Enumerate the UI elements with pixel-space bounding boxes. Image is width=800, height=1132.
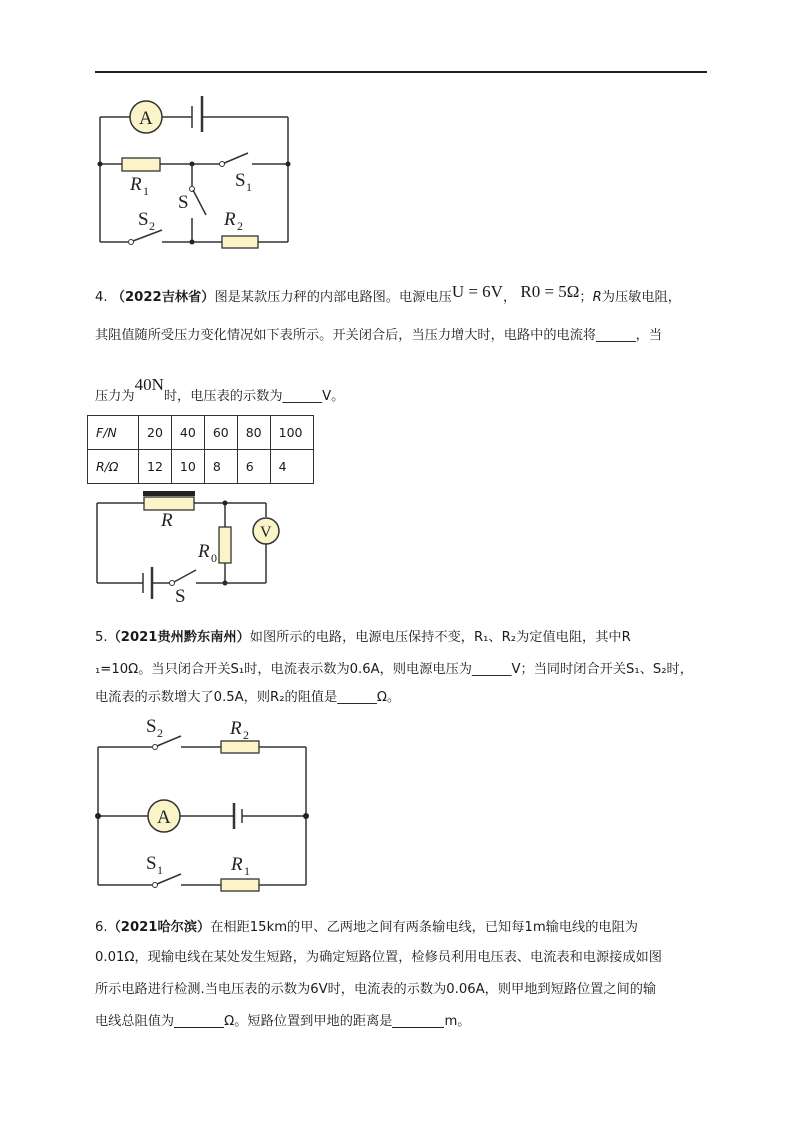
answer-blank-2	[392, 1013, 444, 1028]
question-4-line3: 压力为40N时，电压表的示数为______V。	[95, 375, 345, 404]
svg-text:1: 1	[244, 864, 250, 878]
svg-text:A: A	[139, 108, 153, 129]
svg-text:2: 2	[243, 728, 249, 742]
svg-text:R: R	[161, 510, 173, 531]
svg-text:V: V	[260, 524, 272, 541]
question-5-line3: 电流表的示数增大了0.5A，则R₂的阻值是______Ω。	[95, 690, 401, 705]
svg-text:2: 2	[149, 219, 155, 233]
question-6-line4: 电线总阻值为 Ω。短路位置到甲地的距离是 m。	[95, 1014, 471, 1029]
question-6-line3: 所示电路进行检测.当电压表的示数为6V时，电流表的示数为0.06A，则甲地到短路位置之间的输	[95, 982, 657, 997]
answer-blank-1	[174, 1013, 224, 1028]
svg-text:1: 1	[157, 863, 163, 877]
svg-text:S: S	[235, 170, 246, 191]
svg-text:1: 1	[246, 180, 252, 194]
svg-text:S: S	[138, 209, 149, 230]
table-head-f: F/N	[88, 416, 139, 450]
svg-text:0: 0	[211, 551, 217, 565]
svg-text:2: 2	[237, 219, 243, 233]
table-head-r: R/Ω	[88, 450, 139, 484]
question-4: 4. （2022吉林省）图是某款压力秤的内部电路图。电源电压U = 6V， R0 = 5Ω；R为压敏电阻，	[95, 282, 681, 305]
question-6: 6.（2021哈尔滨）在相距15km的甲、乙两地之间有两条输电线，已知每1m输电线的电阻为	[95, 920, 638, 935]
question-5: 5.（2021贵州黔东南州）如图所示的电路，电源电压保持不变，R₁、R₂为定值电阻，其中R	[95, 630, 631, 645]
svg-text:2: 2	[157, 726, 163, 740]
svg-text:R: R	[198, 541, 210, 562]
svg-text:A: A	[157, 807, 171, 828]
question-4-line2: 其阻值随所受压力变化情况如下表所示。开关闭合后，当压力增大时，电路中的电流将______，当	[95, 328, 663, 343]
math-u: U = 6V	[451, 282, 503, 301]
svg-text:R: R	[231, 854, 243, 875]
math-r0: R0 = 5Ω	[520, 282, 580, 301]
question-6-line2: 0.01Ω，现输电线在某处发生短路，为确定短路位置，检修员利用电压表、电流表和电源接成如图	[95, 950, 662, 965]
force-resistance-table: F/N 20 40 60 80 100 R/Ω 12 10 8 6 4	[87, 415, 314, 484]
svg-text:R: R	[230, 718, 242, 739]
svg-text:S: S	[175, 586, 186, 607]
svg-text:S: S	[178, 192, 189, 213]
svg-text:R: R	[130, 174, 142, 195]
svg-text:R: R	[224, 209, 236, 230]
question-5-line2: ₁=10Ω。当只闭合开关S₁时，电流表示数为0.6A，则电源电压为______V；当同时闭合开关S₁、S₂时，	[95, 662, 693, 677]
svg-text:1: 1	[143, 184, 149, 198]
svg-text:S: S	[146, 716, 157, 737]
svg-text:S: S	[146, 853, 157, 874]
